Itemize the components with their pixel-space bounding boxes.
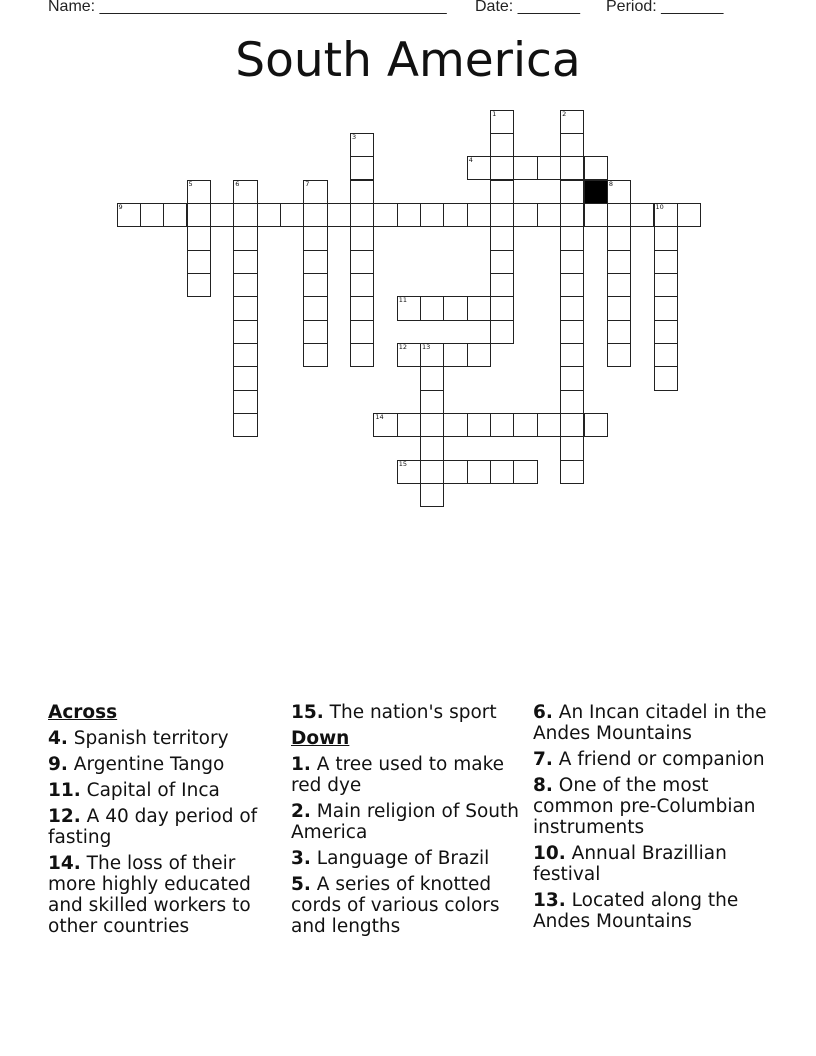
answer-cell[interactable]: [560, 203, 584, 227]
answer-cell[interactable]: [187, 226, 211, 250]
answer-cell[interactable]: [654, 296, 678, 320]
answer-cell[interactable]: [490, 273, 514, 297]
answer-cell[interactable]: [350, 226, 374, 250]
clue-down-6: 6. An Incan citadel in the Andes Mountains: [533, 702, 767, 744]
answer-cell[interactable]: [350, 156, 374, 180]
clue-down-8: 8. One of the most common pre-Columbian instruments: [533, 775, 756, 838]
answer-cell[interactable]: [467, 203, 491, 227]
answer-cell[interactable]: [490, 460, 514, 484]
answer-cell[interactable]: [513, 460, 537, 484]
answer-cell[interactable]: [560, 320, 584, 344]
answer-cell[interactable]: [654, 343, 678, 367]
answer-cell[interactable]: [443, 460, 467, 484]
answer-cell[interactable]: [513, 203, 537, 227]
period-field[interactable]: Period: _______: [606, 0, 724, 15]
answer-cell[interactable]: [233, 390, 257, 414]
answer-cell[interactable]: [467, 296, 491, 320]
answer-cell[interactable]: [350, 250, 374, 274]
answer-cell[interactable]: [303, 226, 327, 250]
answer-cell[interactable]: [584, 203, 608, 227]
answer-cell[interactable]: [537, 413, 561, 437]
answer-cell[interactable]: [443, 413, 467, 437]
answer-cell[interactable]: [467, 343, 491, 367]
answer-cell[interactable]: [420, 390, 444, 414]
clue-number-label: 8: [608, 179, 613, 188]
clue-across-4: 4. Spanish territory: [48, 728, 229, 749]
answer-cell[interactable]: [397, 413, 421, 437]
answer-cell[interactable]: [420, 483, 444, 507]
clue-number-label: 4: [468, 156, 473, 165]
answer-cell[interactable]: [560, 390, 584, 414]
answer-cell[interactable]: [397, 296, 421, 320]
answer-cell[interactable]: [350, 296, 374, 320]
answer-cell[interactable]: [607, 343, 631, 367]
answer-cell[interactable]: [560, 156, 584, 180]
answer-cell[interactable]: [187, 250, 211, 274]
answer-cell[interactable]: [233, 203, 257, 227]
answer-cell[interactable]: [233, 296, 257, 320]
answer-cell[interactable]: [117, 203, 141, 227]
answer-cell[interactable]: [607, 250, 631, 274]
down-heading: Down: [291, 728, 350, 749]
clue-number-label: 11: [398, 296, 407, 305]
answer-cell[interactable]: [397, 460, 421, 484]
answer-cell[interactable]: [607, 203, 631, 227]
answer-cell[interactable]: [350, 343, 374, 367]
clue-number-label: 7: [305, 179, 310, 188]
answer-cell[interactable]: [560, 413, 584, 437]
clue-across-9: 9. Argentine Tango: [48, 754, 225, 775]
answer-cell[interactable]: [560, 436, 584, 460]
answer-cell[interactable]: [187, 180, 211, 204]
page-title: South America: [235, 33, 581, 88]
clue-number-label: 3: [352, 132, 357, 141]
answer-cell[interactable]: [140, 203, 164, 227]
answer-cell[interactable]: [233, 273, 257, 297]
answer-cell[interactable]: [420, 436, 444, 460]
clue-across-11: 11. Capital of Inca: [48, 780, 220, 801]
clue-across-15: 15. The nation's sport: [291, 702, 497, 723]
answer-cell[interactable]: [163, 203, 187, 227]
clue-number-label: 10: [655, 202, 664, 211]
answer-cell[interactable]: [654, 273, 678, 297]
clues-column-1: [48, 702, 278, 942]
answer-cell[interactable]: [443, 296, 467, 320]
answer-cell[interactable]: [233, 413, 257, 437]
answer-cell[interactable]: [490, 110, 514, 134]
answer-cell[interactable]: [584, 156, 608, 180]
answer-cell[interactable]: [420, 296, 444, 320]
clue-number-label: 2: [562, 109, 567, 118]
answer-cell[interactable]: [443, 203, 467, 227]
answer-cell[interactable]: [560, 226, 584, 250]
answer-cell[interactable]: [303, 250, 327, 274]
answer-cell[interactable]: [513, 413, 537, 437]
answer-cell[interactable]: [350, 180, 374, 204]
clue-down-2: 2. Main religion of South America: [291, 801, 519, 843]
clue-down-3: 3. Language of Brazil: [291, 848, 490, 869]
answer-cell[interactable]: [350, 273, 374, 297]
answer-cell[interactable]: [490, 250, 514, 274]
answer-cell[interactable]: [467, 156, 491, 180]
clue-number-label: 6: [235, 179, 240, 188]
answer-cell[interactable]: [607, 273, 631, 297]
answer-cell[interactable]: [350, 320, 374, 344]
answer-cell[interactable]: [187, 203, 211, 227]
answer-cell[interactable]: [420, 460, 444, 484]
answer-cell[interactable]: [420, 203, 444, 227]
answer-cell[interactable]: [373, 203, 397, 227]
answer-cell[interactable]: [490, 156, 514, 180]
answer-cell[interactable]: [584, 413, 608, 437]
answer-cell[interactable]: [654, 366, 678, 390]
answer-cell[interactable]: [490, 320, 514, 344]
answer-cell[interactable]: [560, 343, 584, 367]
clue-down-1: 1. A tree used to make red dye: [291, 754, 505, 796]
answer-cell[interactable]: [654, 250, 678, 274]
clue-number-label: 5: [188, 179, 193, 188]
answer-cell[interactable]: [210, 203, 234, 227]
clue-number-label: 1: [492, 109, 497, 118]
answer-cell[interactable]: [280, 203, 304, 227]
answer-cell[interactable]: [560, 180, 584, 204]
answer-cell[interactable]: [233, 250, 257, 274]
answer-cell[interactable]: [677, 203, 701, 227]
clue-number-label: 12: [398, 343, 407, 351]
across-heading: Across: [48, 702, 118, 723]
answer-cell[interactable]: [560, 250, 584, 274]
answer-cell[interactable]: [373, 413, 397, 437]
answer-cell[interactable]: [560, 133, 584, 157]
clue-number-label: 14: [375, 413, 384, 422]
clue-across-14: 14. The loss of their more highly educated and skilled workers to other countries: [48, 853, 251, 937]
answer-cell[interactable]: [654, 226, 678, 250]
answer-cell[interactable]: [560, 110, 584, 134]
answer-cell[interactable]: [513, 156, 537, 180]
answer-cell[interactable]: [607, 226, 631, 250]
answer-cell[interactable]: [397, 203, 421, 227]
answer-cell[interactable]: [607, 320, 631, 344]
answer-cell[interactable]: [420, 413, 444, 437]
answer-cell[interactable]: [490, 180, 514, 204]
answer-cell[interactable]: [490, 226, 514, 250]
answer-cell[interactable]: [397, 343, 421, 367]
clues-column-3: [533, 702, 773, 937]
name-field[interactable]: Name: _______________________________________: [48, 0, 447, 15]
answer-cell[interactable]: [630, 203, 654, 227]
clue-down-13: 13. Located along the Andes Mountains: [533, 890, 739, 932]
answer-cell[interactable]: [233, 366, 257, 390]
clue-number-label: 9: [118, 202, 123, 211]
answer-cell[interactable]: [560, 366, 584, 390]
answer-cell[interactable]: [490, 133, 514, 157]
answer-cell[interactable]: [607, 180, 631, 204]
answer-cell[interactable]: [654, 320, 678, 344]
answer-cell[interactable]: [467, 460, 491, 484]
crossword-grid: [0, 0, 816, 520]
answer-cell[interactable]: [350, 133, 374, 157]
answer-cell[interactable]: [233, 320, 257, 344]
answer-cell[interactable]: [233, 343, 257, 367]
answer-cell[interactable]: [490, 413, 514, 437]
answer-cell[interactable]: [537, 203, 561, 227]
answer-cell[interactable]: [303, 180, 327, 204]
answer-cell[interactable]: [303, 343, 327, 367]
clue-down-7: 7. A friend or companion: [533, 749, 765, 770]
clue-down-5: 5. A series of knotted cords of various colors and lengths: [291, 874, 500, 937]
answer-cell[interactable]: [327, 203, 351, 227]
answer-cell[interactable]: [490, 296, 514, 320]
answer-cell[interactable]: [467, 413, 491, 437]
clue-across-12: 12. A 40 day period of fasting: [48, 806, 258, 848]
answer-cell[interactable]: [560, 296, 584, 320]
answer-cell[interactable]: [490, 203, 514, 227]
answer-cell[interactable]: [303, 296, 327, 320]
answer-cell[interactable]: [607, 296, 631, 320]
answer-cell[interactable]: [187, 273, 211, 297]
date-field[interactable]: Date: _______: [475, 0, 580, 15]
answer-cell[interactable]: [560, 460, 584, 484]
answer-cell[interactable]: [350, 203, 374, 227]
answer-cell[interactable]: [303, 203, 327, 227]
answer-cell[interactable]: [443, 343, 467, 367]
answer-cell[interactable]: [560, 273, 584, 297]
answer-cell[interactable]: [654, 203, 678, 227]
clue-number-label: 13: [422, 343, 431, 351]
answer-cell[interactable]: [537, 156, 561, 180]
answer-cell[interactable]: [233, 180, 257, 204]
answer-cell[interactable]: [233, 226, 257, 250]
clue-down-10: 10. Annual Brazillian festival: [533, 843, 727, 885]
black-square: [584, 180, 608, 204]
answer-cell[interactable]: [257, 203, 281, 227]
answer-cell[interactable]: [303, 320, 327, 344]
answer-cell[interactable]: [303, 273, 327, 297]
clues-column-2: [291, 702, 521, 942]
answer-cell[interactable]: [420, 343, 444, 367]
answer-cell[interactable]: [420, 366, 444, 390]
clue-number-label: 15: [398, 459, 407, 468]
